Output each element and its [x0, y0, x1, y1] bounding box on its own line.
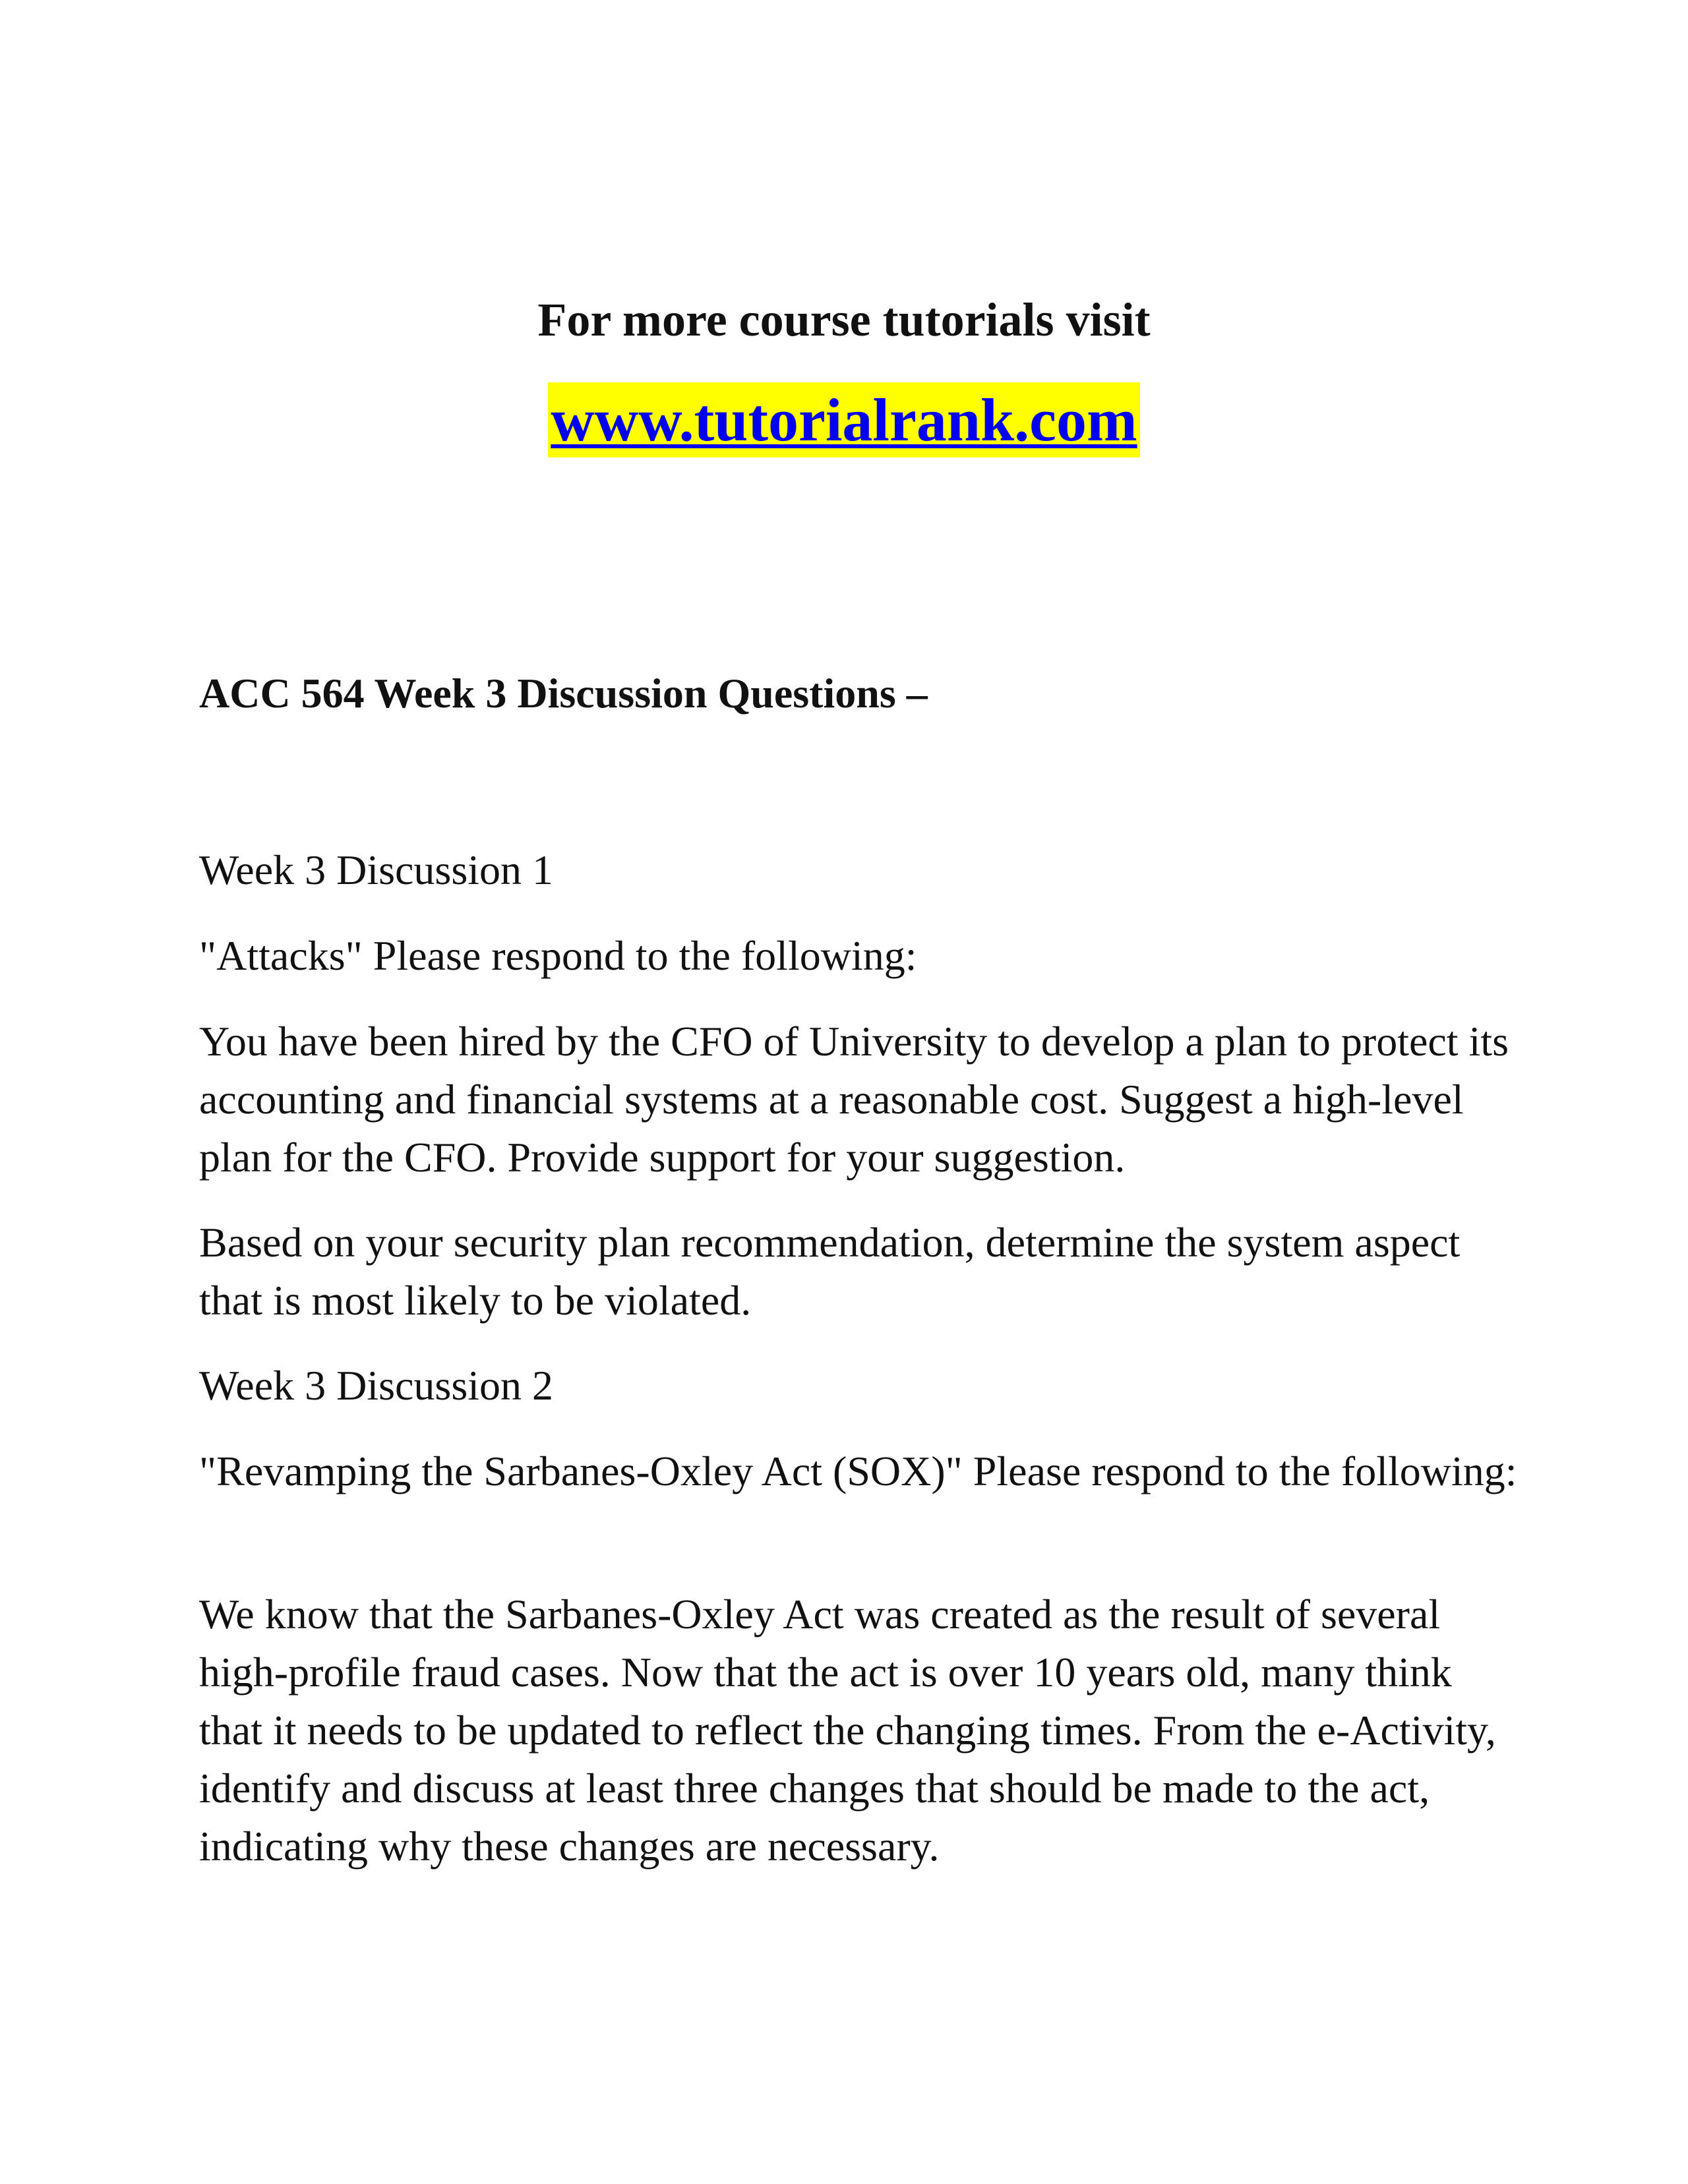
- discussion-2-question: We know that the Sarbanes-Oxley Act was created as the result of several high-profile fraud cases. Now that the act is over 10 years old, many think that it needs to be updated to reflect the changing times. From the e-Activity, identify and discuss at least three changes that should be made to the act, indicating why these changes are necessary.: [199, 1591, 1496, 1870]
- discussion-2-prompt: "Revamping the Sarbanes-Oxley Act (SOX)" Please respond to the following:: [199, 1448, 1517, 1494]
- discussion-1-question-2: Based on your security plan recommendation, determine the system aspect that is most likely to be violated.: [199, 1219, 1461, 1324]
- discussion-2-heading: Week 3 Discussion 2: [199, 1362, 553, 1409]
- promo-link-container: [0, 382, 1688, 461]
- discussion-1-heading: Week 3 Discussion 1: [199, 846, 553, 893]
- discussion-1-question-1: You have been hired by the CFO of University to develop a plan to protect its accounting and financial systems at a reasonable cost. Suggest a high-level plan for the CFO. Provide support for your suggestion.: [199, 1018, 1509, 1181]
- tutorialrank-link[interactable]: www.tutorialrank.com: [548, 382, 1139, 457]
- promo-heading: For more course tutorials visit: [537, 293, 1151, 346]
- document-title: ACC 564 Week 3 Discussion Questions –: [199, 670, 928, 717]
- discussion-1-prompt: "Attacks" Please respond to the following:: [199, 932, 917, 979]
